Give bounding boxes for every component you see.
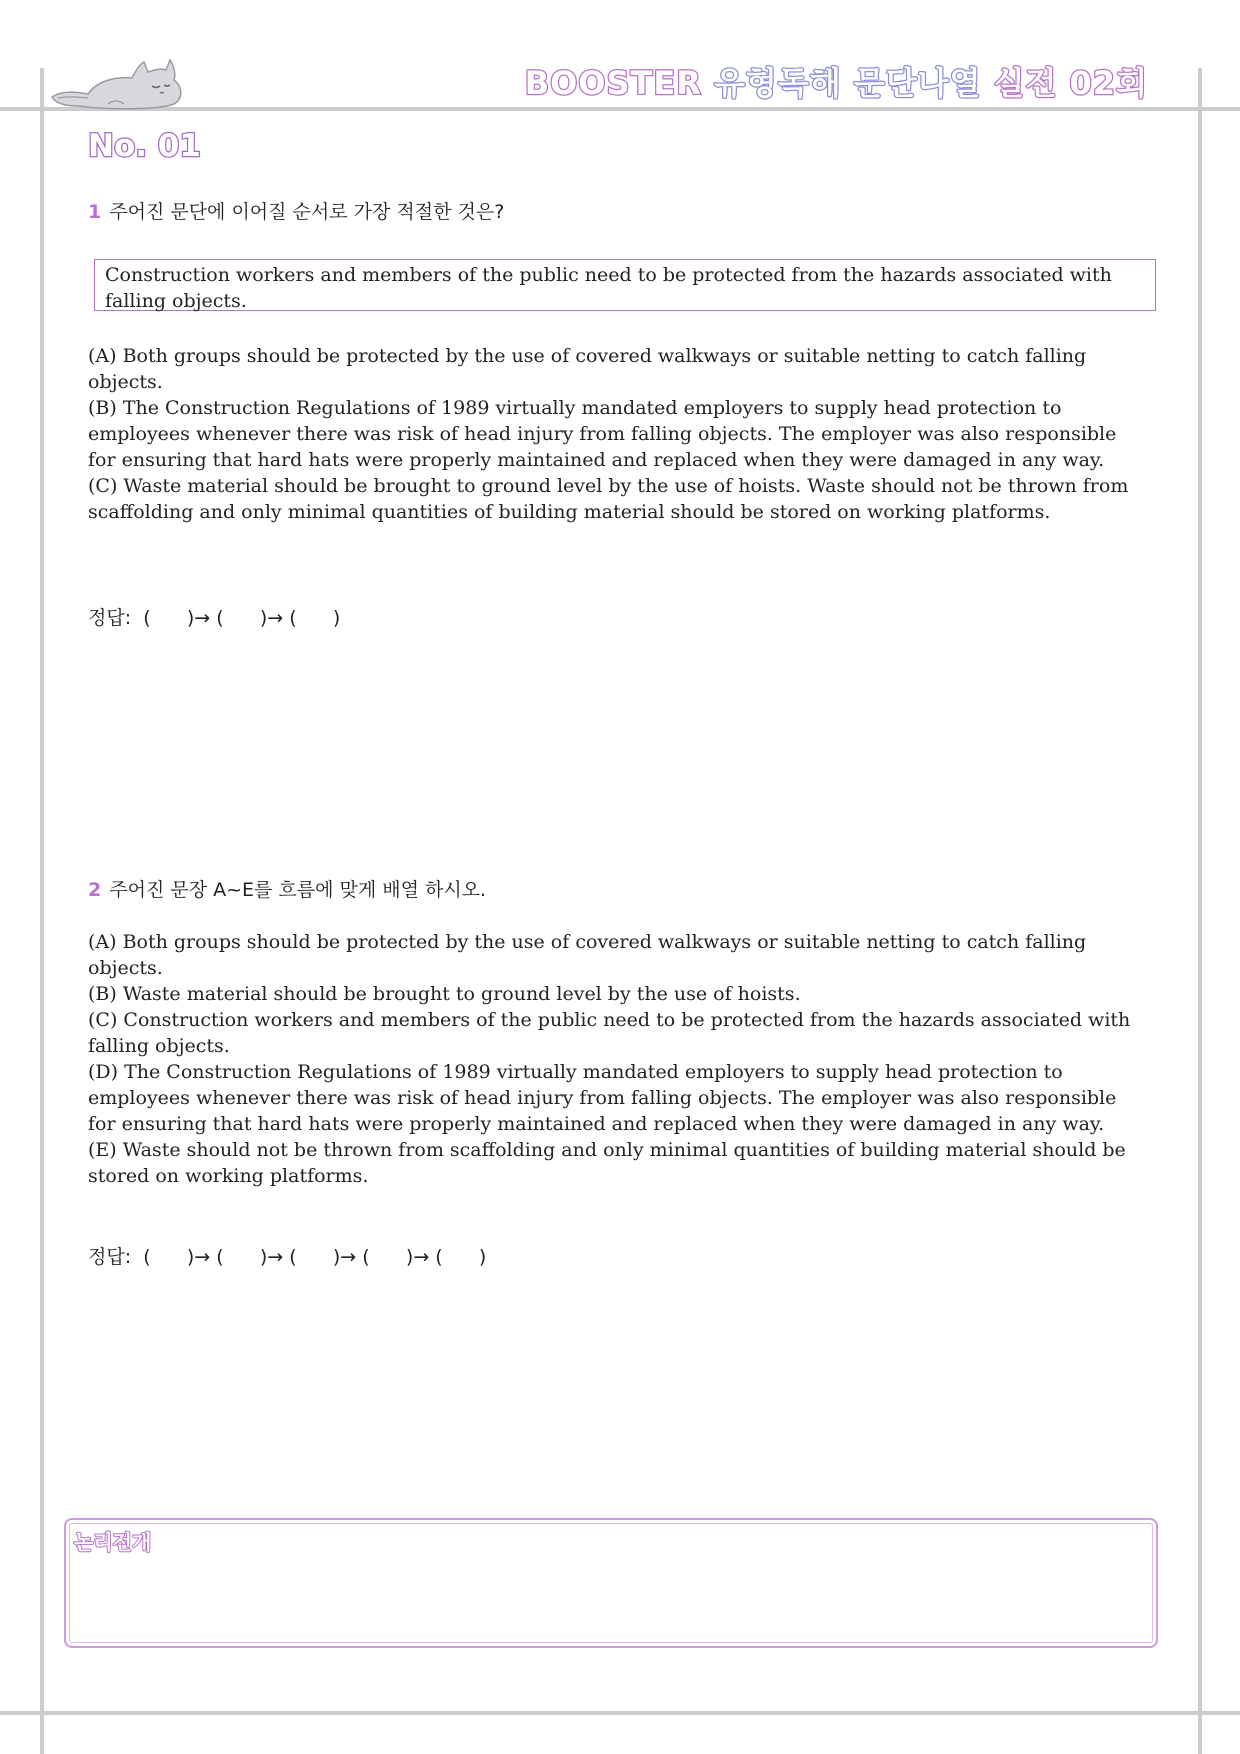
left-margin-rule — [40, 68, 44, 1754]
header-title-brand: BOOSTER — [524, 64, 702, 102]
question-1-prompt-line — [88, 197, 504, 224]
header-rule — [0, 107, 1240, 111]
sentence-c: (C) Construction workers and members of the public need to be protected from the hazards associated with falling objects. — [88, 1009, 1131, 1057]
paragraph-c: (C) Waste material should be brought to ground level by the use of hoists. Waste should not be thrown from scaffolding and only minimal quantities of building material should be stored on working platforms. — [88, 475, 1129, 523]
header-title — [525, 58, 1148, 104]
question-1-paragraphs — [88, 343, 1138, 525]
header-title-type: 유형독해 문단나열 — [714, 64, 982, 102]
given-paragraph-box — [94, 259, 1156, 311]
sentence-d: (D) The Construction Regulations of 1989 virtually mandated employers to supply head protection to employees whenever there was risk of head injury from falling objects. The employer was also responsible for ensuring that hard hats were properly maintained and replaced when they were damaged in any way. — [88, 1061, 1117, 1135]
question-prompt: 주어진 문단에 이어질 순서로 가장 적절한 것은? — [109, 201, 505, 223]
paragraph-a: (A) Both groups should be protected by the use of covered walkways or suitable netting to catch falling objects. — [88, 345, 1087, 393]
header-title-round: 실전 02회 — [993, 64, 1148, 102]
sentence-e: (E) Waste should not be thrown from scaffolding and only minimal quantities of building material should be stored on working platforms. — [88, 1139, 1126, 1187]
sleeping-cat-icon — [48, 52, 183, 110]
question-number: 1 — [88, 201, 102, 223]
question-2-paragraphs — [88, 929, 1138, 1189]
question-number: 2 — [88, 879, 102, 901]
logic-flow-label: 논리전개 — [74, 1530, 152, 1554]
footer-rule — [0, 1711, 1240, 1715]
sentence-a: (A) Both groups should be protected by the use of covered walkways or suitable netting to catch falling objects. — [88, 931, 1087, 979]
answer-line: 정답: ( )→ ( )→ ( ) — [88, 607, 341, 629]
question-2-prompt-line — [88, 875, 486, 902]
given-paragraph: Construction workers and members of the public need to be protected from the hazards associated with falling objects. — [105, 264, 1112, 312]
answer-line: 정답: ( )→ ( )→ ( )→ ( )→ ( ) — [88, 1246, 487, 1268]
question-prompt: 주어진 문장 A~E를 흐름에 맞게 배열 하시오. — [109, 879, 487, 901]
right-margin-rule — [1198, 68, 1202, 1754]
page-number: No. 01 — [88, 128, 201, 164]
logic-flow-box[interactable] — [64, 1518, 1158, 1648]
sentence-b: (B) Waste material should be brought to ground level by the use of hoists. — [88, 983, 801, 1005]
paragraph-b: (B) The Construction Regulations of 1989 virtually mandated employers to supply head protection to employees whenever there was risk of head injury from falling objects. The employer was also responsible for ensuring that hard hats were properly maintained and replaced when they were damaged in any way. — [88, 397, 1117, 471]
